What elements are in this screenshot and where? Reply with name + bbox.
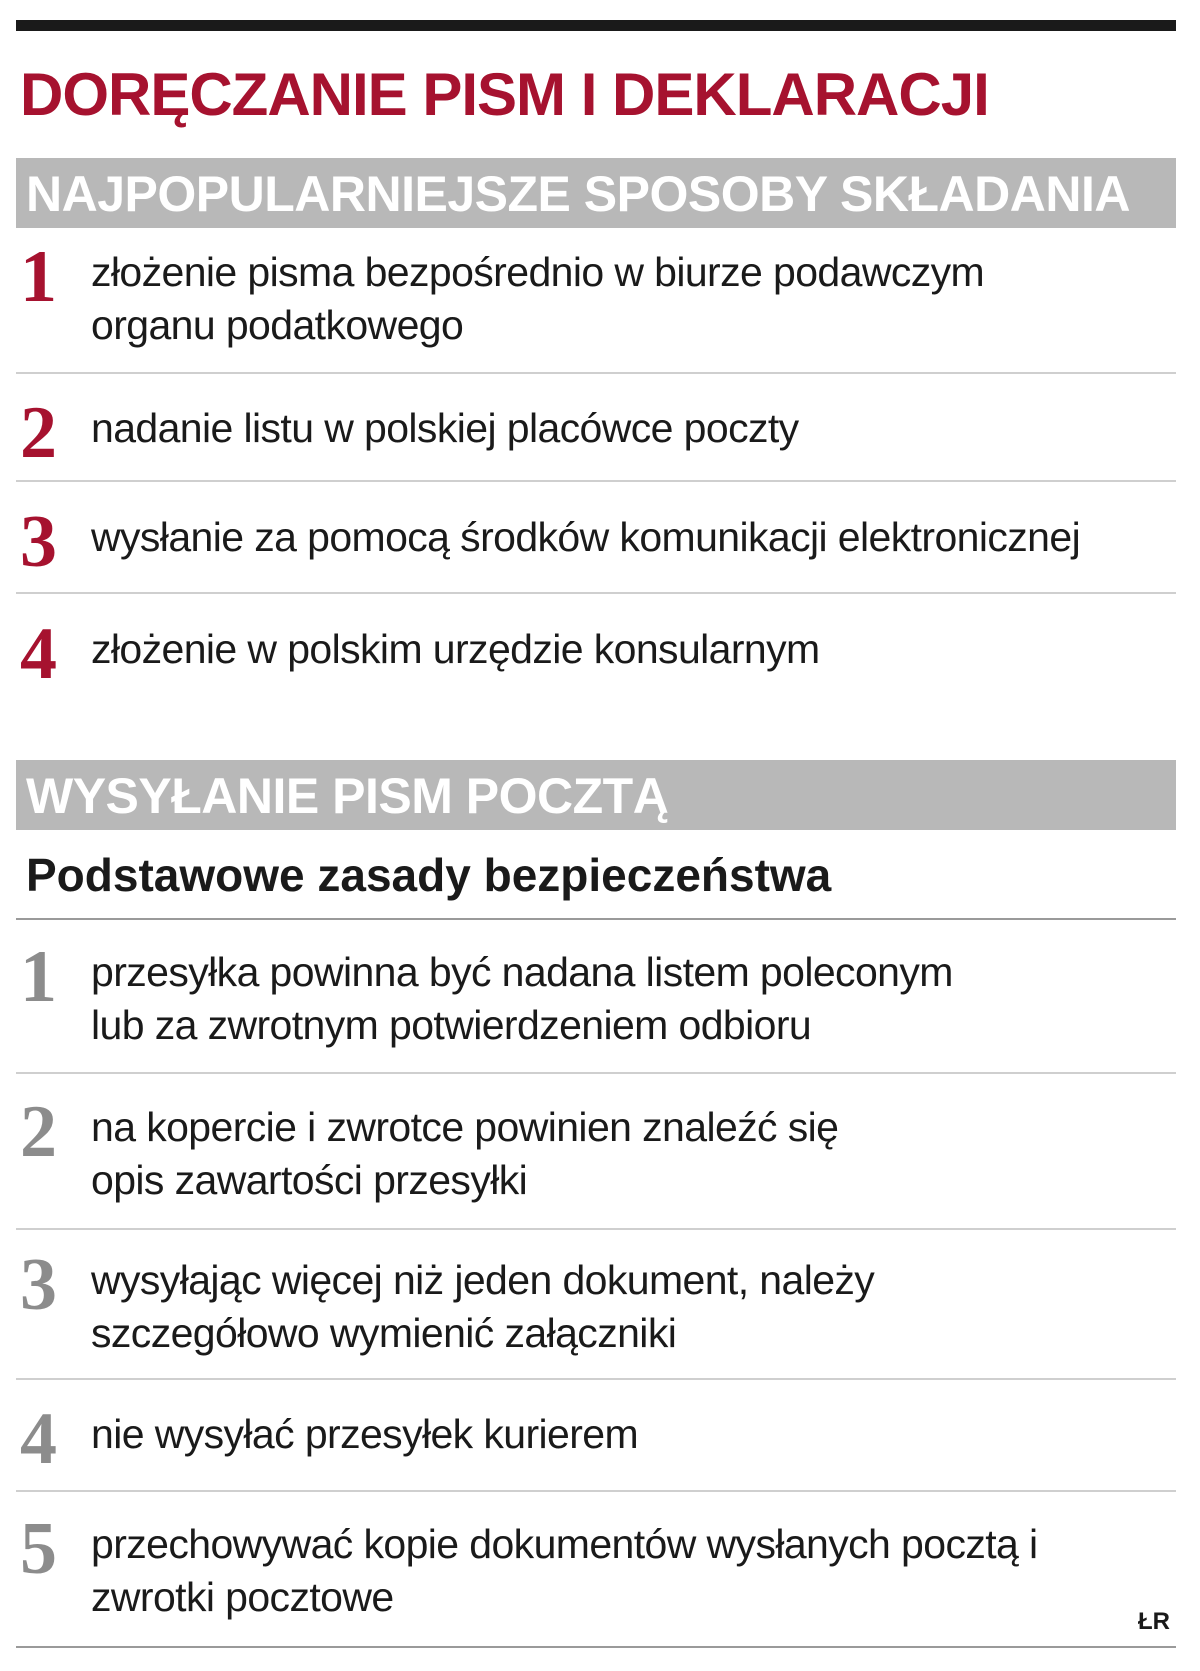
page-title: DORĘCZANIE PISM I DEKLARACJI: [20, 61, 989, 128]
section-header-submission-methods: [16, 158, 1176, 228]
section-header-label: NAJPOPULARNIEJSZE SPOSOBY SKŁADANIA: [26, 166, 1130, 222]
divider: [16, 480, 1176, 482]
section-header-label: WYSYŁANIE PISM POCZTĄ: [26, 768, 669, 824]
item-number: 1: [20, 236, 57, 318]
top-rule: [16, 20, 1176, 31]
item-number: 4: [20, 1398, 57, 1480]
item-text: przesyłka powinna być nadana listem poleconym lub za zwrotnym potwierdzeniem odbioru: [91, 949, 953, 1048]
item-number: 2: [20, 1091, 57, 1173]
item-text: nie wysyłać przesyłek kurierem: [91, 1411, 639, 1457]
divider: [16, 1072, 1176, 1074]
divider: [16, 918, 1176, 920]
bottom-rule: [16, 1646, 1176, 1648]
item-number: 3: [20, 1244, 57, 1326]
item-text: złożenie pisma bezpośrednio w biurze podawczym organu podatkowego: [91, 249, 985, 348]
divider: [16, 592, 1176, 594]
item-text: na kopercie i zwrotce powinien znaleźć się opis zawartości przesyłki: [91, 1104, 839, 1203]
section-header-mail-sending: [16, 760, 1176, 830]
item-number: 4: [20, 613, 57, 695]
item-number: 3: [20, 501, 57, 583]
divider: [16, 1228, 1176, 1230]
item-text: przechowywać kopie dokumentów wysłanych pocztą i zwrotki pocztowe: [91, 1521, 1038, 1620]
divider: [16, 1378, 1176, 1380]
item-number: 1: [20, 936, 57, 1018]
divider: [16, 1490, 1176, 1492]
divider: [16, 372, 1176, 374]
item-text: wysłanie za pomocą środków komunikacji elektronicznej: [91, 514, 1081, 560]
item-number: 5: [20, 1508, 57, 1590]
item-text: złożenie w polskim urzędzie konsularnym: [91, 626, 820, 672]
item-number: 2: [20, 392, 57, 474]
author-credit: ŁR: [1138, 1608, 1170, 1635]
subheading: Podstawowe zasady bezpieczeństwa: [26, 849, 832, 901]
item-text: nadanie listu w polskiej placówce poczty: [91, 405, 799, 451]
item-text: wysyłając więcej niż jeden dokument, należy szczegółowo wymienić załączniki: [91, 1257, 875, 1356]
